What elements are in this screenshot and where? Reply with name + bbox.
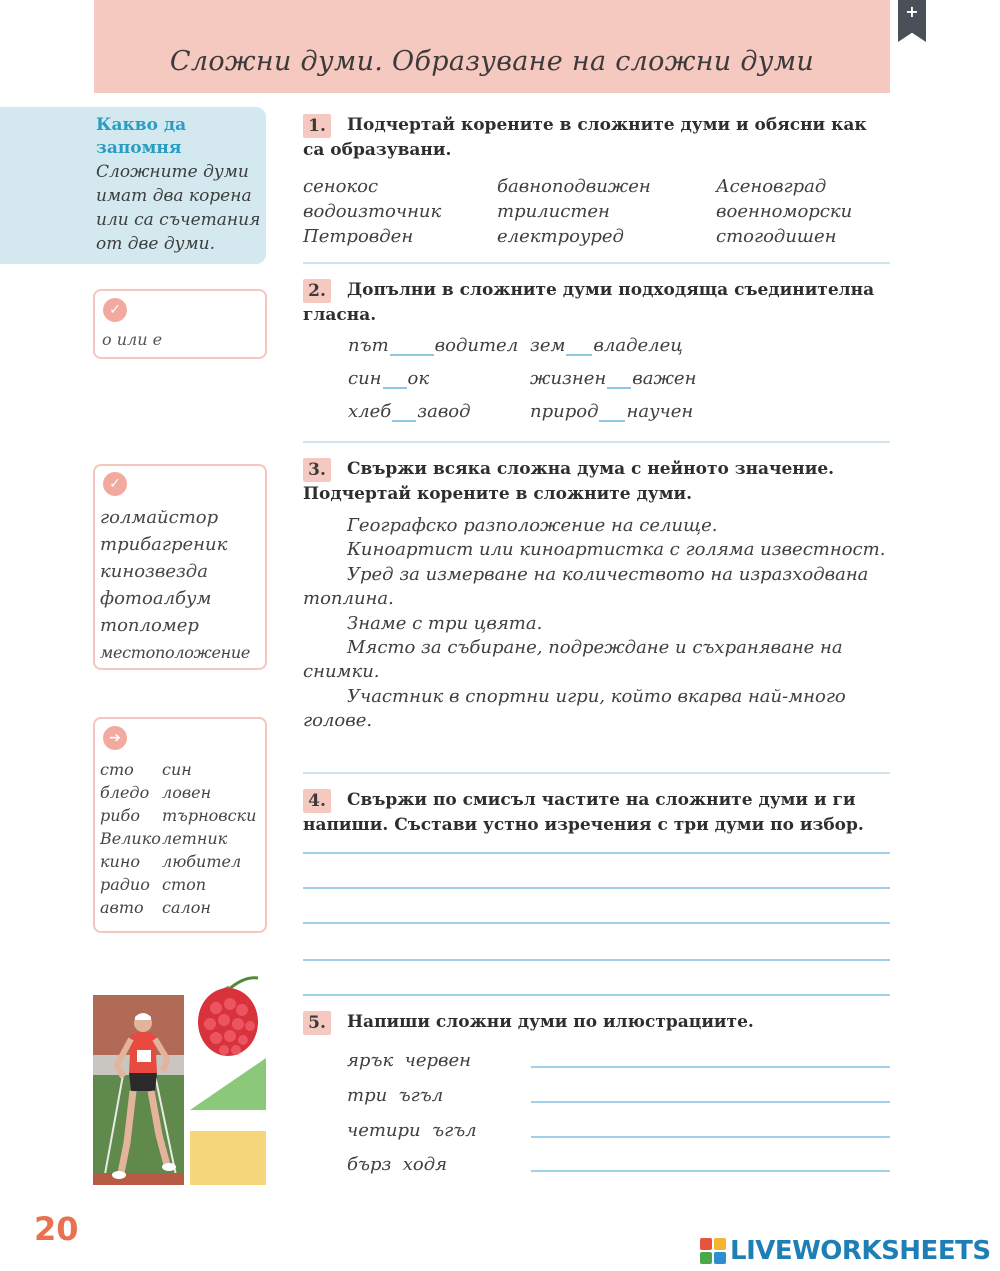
answer-line[interactable]	[531, 1101, 890, 1103]
word-start: път	[348, 335, 389, 356]
word-part: бърз	[347, 1154, 392, 1175]
plus-icon: +	[905, 2, 919, 21]
pair-right: летник	[162, 829, 228, 848]
answer-line[interactable]	[531, 1170, 890, 1172]
list-item: водоизточник	[303, 201, 442, 222]
pair-left: бледо	[100, 783, 150, 802]
list-item: Асеновград	[716, 176, 827, 197]
vowel-input[interactable]	[390, 338, 434, 356]
list-item: стогодишен	[716, 226, 837, 247]
task-number: 1.	[303, 114, 331, 138]
answer-line[interactable]	[303, 852, 890, 854]
fill-word	[348, 368, 429, 389]
word-part: ярък	[347, 1050, 394, 1071]
liveworksheets-logo[interactable]	[700, 1236, 991, 1266]
word-start: природ	[530, 401, 599, 422]
word-list	[100, 504, 250, 666]
word-pair	[347, 1154, 447, 1175]
word-part: три	[347, 1085, 388, 1106]
answer-line[interactable]	[531, 1136, 890, 1138]
remember-title: Какво да запомня	[96, 115, 187, 158]
fill-word	[348, 401, 471, 422]
task-number: 3.	[303, 458, 331, 482]
list-item: Знаме с три цвята.	[347, 612, 543, 634]
divider	[303, 441, 890, 443]
arrow-icon: ➔	[103, 726, 127, 750]
pair-right: търновски	[162, 806, 257, 825]
list-item: Уред за измерване на количеството на изразходвана топлина.	[303, 563, 869, 610]
divider	[303, 772, 890, 774]
remember-text: Сложните думи имат два корена или са съчетания от две думи.	[96, 162, 261, 254]
vowel-input[interactable]	[607, 371, 631, 389]
word-end: ок	[407, 368, 430, 389]
list-item: електроуред	[497, 226, 624, 247]
runner-illustration	[93, 995, 184, 1185]
task-instruction: Свържи по смисъл частите на сложните думи и ги напиши. Състави устно изречения с три думи по избор.	[303, 790, 864, 835]
meanings-list	[303, 514, 890, 734]
table-row	[100, 758, 256, 781]
list-item: кинозвезда	[100, 561, 208, 582]
answer-line[interactable]	[303, 994, 890, 996]
task-number: 5.	[303, 1011, 331, 1035]
page-number: 20	[34, 1210, 79, 1248]
pair-left: кино	[100, 852, 141, 871]
list-item: местоположение	[100, 643, 251, 662]
word-part: ъгъл	[398, 1085, 444, 1106]
list-item: сенокос	[303, 176, 379, 197]
pair-left: авто	[100, 898, 144, 917]
answer-line[interactable]	[531, 1066, 890, 1068]
task-number: 4.	[303, 789, 331, 813]
word-pair	[347, 1050, 471, 1071]
fill-word	[348, 335, 518, 356]
word-part: червен	[404, 1050, 471, 1071]
table-row	[100, 850, 256, 873]
pair-right: син	[162, 760, 192, 779]
word-pair	[347, 1120, 477, 1141]
word-pair	[347, 1085, 443, 1106]
table-row	[100, 827, 256, 850]
vowel-input[interactable]	[392, 404, 416, 422]
pair-left: радио	[100, 875, 150, 894]
pair-left: рибо	[100, 806, 140, 825]
task-instruction: Допълни в сложните думи подходяща съединителна гласна.	[303, 280, 875, 325]
answer-line[interactable]	[303, 887, 890, 889]
table-row	[100, 896, 256, 919]
vowel-input[interactable]	[566, 338, 592, 356]
pair-left: Велико	[100, 829, 161, 848]
word-end: научен	[626, 401, 694, 422]
square-illustration	[190, 1131, 266, 1185]
word-end: завод	[417, 401, 471, 422]
pair-right: стоп	[162, 875, 207, 894]
page-title: Сложни думи. Образуване на сложни думи	[169, 46, 815, 77]
word-column	[303, 174, 441, 249]
raspberry-illustration	[190, 972, 266, 1062]
pair-right: ловен	[162, 783, 212, 802]
triangle-illustration	[190, 1058, 266, 1110]
word-column	[716, 174, 852, 249]
list-item: Петровден	[303, 226, 414, 247]
word-end: водител	[434, 335, 519, 356]
fill-word	[530, 368, 696, 389]
fill-word	[530, 401, 693, 422]
pair-left: сто	[100, 760, 134, 779]
logo-icon	[700, 1238, 726, 1264]
list-item: Географско разположение на селище.	[347, 515, 718, 536]
fill-word	[530, 335, 683, 356]
pair-right: любител	[162, 852, 242, 871]
list-item: бавноподвижен	[497, 176, 651, 197]
word-end: важен	[632, 368, 697, 389]
brand-name: LIVEWORKSHEETS	[730, 1236, 991, 1266]
vowel-input[interactable]	[599, 404, 625, 422]
check-icon: ✓	[103, 472, 127, 496]
word-start: зем	[530, 335, 566, 356]
vowel-input[interactable]	[383, 371, 407, 389]
list-item: Участник в спортни игри, който вкарва най-много голове.	[303, 685, 846, 732]
answer-line[interactable]	[303, 922, 890, 924]
word-start: хлеб	[348, 401, 392, 422]
word-end: владелец	[593, 335, 683, 356]
hint-text: о или е	[102, 330, 163, 349]
answer-line[interactable]	[303, 959, 890, 961]
list-item: трилистен	[497, 201, 610, 222]
pairs-list	[100, 758, 256, 919]
table-row	[100, 873, 256, 896]
task-instruction: Подчертай корените в сложните думи и обясни как са образувани.	[303, 115, 867, 160]
divider	[303, 262, 890, 264]
word-start: син	[348, 368, 382, 389]
list-item: топломер	[100, 615, 199, 636]
word-start: жизнен	[530, 368, 607, 389]
list-item: фотоалбум	[100, 588, 212, 609]
task-instruction: Свържи всяка сложна дума с нейното значение. Подчертай корените в сложните думи.	[303, 459, 835, 504]
table-row	[100, 804, 256, 827]
task-number: 2.	[303, 279, 331, 303]
list-item: трибагреник	[100, 534, 228, 555]
list-item: Киноартист или киноартистка с голяма известност.	[347, 539, 886, 561]
check-icon: ✓	[103, 298, 127, 322]
list-item: военноморски	[716, 201, 853, 222]
word-part: ъгъл	[432, 1120, 477, 1141]
table-row	[100, 781, 256, 804]
task-instruction: Напиши сложни думи по илюстрациите.	[347, 1012, 754, 1032]
list-item: Място за събиране, подреждане и съхраняване на снимки.	[303, 637, 843, 683]
word-part: ходя	[402, 1154, 448, 1175]
pair-right: салон	[162, 898, 211, 917]
word-column	[497, 174, 651, 249]
word-part: четири	[347, 1120, 421, 1141]
list-item: голмайстор	[100, 507, 219, 528]
